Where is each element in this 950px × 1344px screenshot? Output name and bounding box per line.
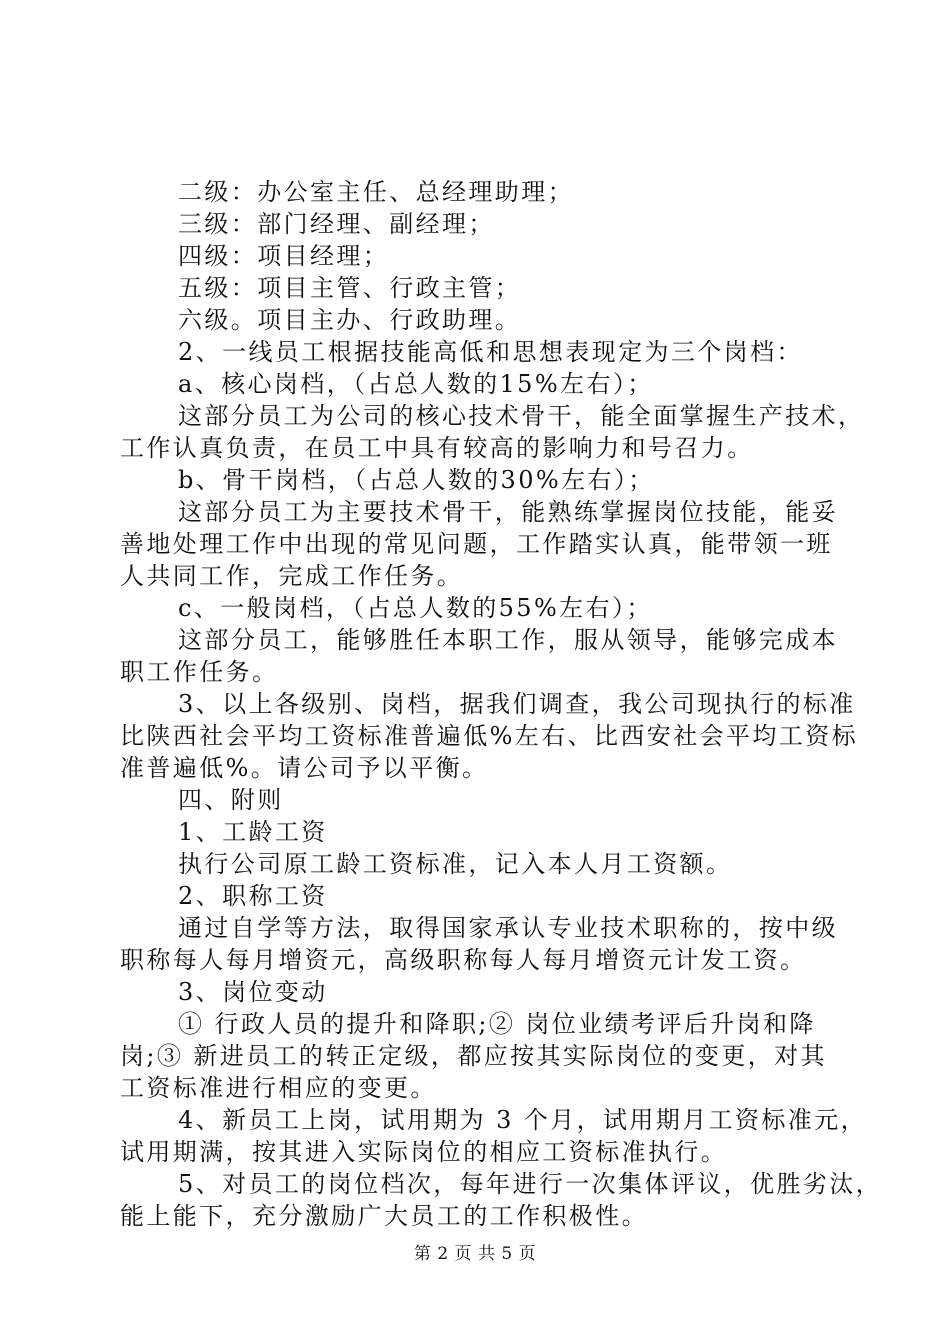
text-line: 执行公司原工龄工资标准，记入本人月工资额。	[178, 850, 733, 878]
text-line: 五级：项目主管、行政主管；	[178, 274, 522, 302]
page-number-footer: 第 2 页 共 5 页	[413, 1244, 537, 1264]
text-line: b、骨干岗档，（占总人数的30%左右）；	[178, 466, 655, 494]
text-line: a、核心岗档，（占总人数的15%左右）；	[178, 370, 654, 398]
text-line: 2、一线员工根据技能高低和思想表现定为三个岗档：	[178, 338, 803, 366]
text-line: 工资标准进行相应的变更。	[120, 1074, 437, 1102]
text-line: 通过自学等方法，取得国家承认专业技术职称的，按中级	[178, 914, 838, 942]
text-line: 三级：部门经理、副经理；	[178, 210, 495, 238]
text-line: 5、对员工的岗位档次，每年进行一次集体评议，优胜劣汰，	[178, 1170, 883, 1198]
text-line: 职称每人每月增资元，高级职称每人每月增资元计发工资。	[120, 946, 807, 974]
text-line: 这部分员工，能够胜任本职工作，服从领导，能够完成本	[178, 626, 838, 654]
text-line: 善地处理工作中出现的常见问题，工作踏实认真，能带领一班	[120, 530, 833, 558]
text-line: 准普遍低%。请公司予以平衡。	[120, 754, 489, 782]
text-line: 岗;③ 新进员工的转正定级，都应按其实际岗位的变更，对其	[120, 1042, 827, 1070]
subsection-heading: 3、岗位变动	[178, 978, 328, 1006]
text-line: 这部分员工为公司的核心技术骨干，能全面掌握生产技术，	[178, 402, 865, 430]
section-heading: 四、附则	[178, 786, 284, 814]
text-line: 试用期满，按其进入实际岗位的相应工资标准执行。	[120, 1138, 728, 1166]
text-line: ① 行政人员的提升和降职;② 岗位业绩考评后升岗和降	[178, 1010, 816, 1038]
text-line: 工作认真负责，在员工中具有较高的影响力和号召力。	[120, 434, 754, 462]
text-line: 这部分员工为主要技术骨干，能熟练掌握岗位技能，能妥	[178, 498, 838, 526]
subsection-heading: 2、职称工资	[178, 882, 328, 910]
text-line: 人共同工作，完成工作任务。	[120, 562, 464, 590]
text-line: 4、新员工上岗，试用期为 3 个月，试用期月工资标准元，	[178, 1106, 867, 1134]
subsection-heading: 1、工龄工资	[178, 818, 328, 846]
text-line: 四级：项目经理；	[178, 242, 390, 270]
text-line: 能上能下，充分激励广大员工的工作积极性。	[120, 1202, 648, 1230]
text-line: c、一般岗档，（占总人数的55%左右）；	[178, 594, 653, 622]
text-line: 二级：办公室主任、总经理助理；	[178, 178, 574, 206]
text-line: 比陕西社会平均工资标准普遍低%左右、比西安社会平均工资标	[120, 722, 859, 750]
text-line: 六级。项目主办、行政助理。	[178, 306, 522, 334]
text-line: 职工作任务。	[120, 658, 279, 686]
text-line: 3、以上各级别、岗档，据我们调查，我公司现执行的标准	[178, 690, 856, 718]
